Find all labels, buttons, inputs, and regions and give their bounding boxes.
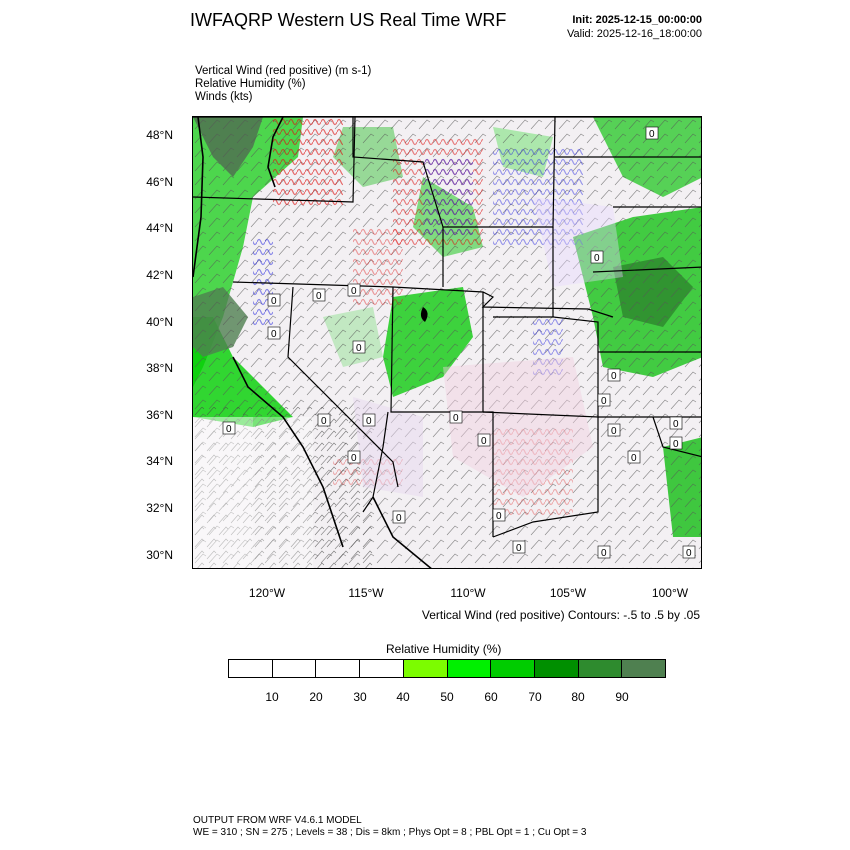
valid-time: Valid: 2025-12-16_18:00:00 [567,28,702,40]
svg-text:0: 0 [321,416,327,427]
lon-label-120w: 120°W [248,586,286,600]
svg-text:0: 0 [686,548,692,559]
lat-label-48n: 48°N [146,128,173,142]
lat-label-46n: 46°N [146,175,173,189]
colorbar-swatch [229,660,273,677]
lat-label-40n: 40°N [146,315,173,329]
svg-text:0: 0 [611,426,617,437]
map-panel [192,116,702,569]
svg-text:0: 0 [601,548,607,559]
colorbar-swatch [448,660,492,677]
svg-text:0: 0 [453,413,459,424]
lat-label-34n: 34°N [146,454,173,468]
svg-text:0: 0 [481,436,487,447]
svg-text:0: 0 [226,424,232,435]
lon-label-100w: 100°W [651,586,689,600]
colorbar-label: 10 [265,690,279,704]
init-time: Init: 2025-12-15_00:00:00 [572,14,702,26]
svg-text:0: 0 [271,329,277,340]
field-label-winds: Winds (kts) [195,91,253,103]
svg-text:0: 0 [316,291,322,302]
colorbar-label: 60 [484,690,498,704]
lat-label-30n: 30°N [146,548,173,562]
svg-text:0: 0 [351,453,357,464]
field-label-vertical-wind: Vertical Wind (red positive) (m s-1) [195,65,372,77]
field-label-relative-humidity: Relative Humidity (%) [195,78,306,90]
colorbar-label: 80 [571,690,585,704]
colorbar-swatch [404,660,448,677]
colorbar-swatch [491,660,535,677]
colorbar-label: 30 [353,690,367,704]
colorbar-label: 70 [528,690,542,704]
svg-text:0: 0 [594,253,600,264]
colorbar-swatch [579,660,623,677]
colorbar-title: Relative Humidity (%) [386,642,502,656]
lon-label-115w: 115°W [348,586,384,600]
svg-text:0: 0 [496,511,502,522]
lat-label-36n: 36°N [146,408,173,422]
svg-text:0: 0 [611,371,617,382]
colorbar-label: 40 [396,690,410,704]
colorbar-swatch [622,660,665,677]
lat-label-32n: 32°N [146,501,173,515]
contour-note: Vertical Wind (red positive) Contours: -.5 to .5 by .05 [421,608,700,622]
svg-text:0: 0 [516,543,522,554]
lon-label-105w: 105°W [549,586,587,600]
lat-label-42n: 42°N [146,268,173,282]
lat-label-38n: 38°N [146,361,173,375]
svg-text:0: 0 [351,286,357,297]
colorbar-label: 50 [440,690,454,704]
svg-text:0: 0 [366,416,372,427]
footer-model-line: OUTPUT FROM WRF V4.6.1 MODEL [193,815,362,826]
svg-text:0: 0 [673,439,679,450]
colorbar [228,659,666,678]
colorbar-label: 20 [309,690,323,704]
colorbar-swatch [360,660,404,677]
map-canvas [193,117,702,569]
colorbar-swatch [273,660,317,677]
lat-label-44n: 44°N [146,221,173,235]
footer-config-line: WE = 310 ; SN = 275 ; Levels = 38 ; Dis = 8km ; Phys Opt = 8 ; PBL Opt = 1 ; Cu Opt = 3 [193,827,587,838]
colorbar-swatch [535,660,579,677]
colorbar-swatch [316,660,360,677]
svg-text:0: 0 [396,513,402,524]
svg-text:0: 0 [649,129,655,140]
svg-text:0: 0 [631,453,637,464]
colorbar-label: 90 [615,690,629,704]
lon-label-110w: 110°W [450,586,486,600]
svg-text:0: 0 [356,343,362,354]
plot-title: IWFAQRP Western US Real Time WRF [190,10,507,30]
svg-text:0: 0 [601,396,607,407]
svg-text:0: 0 [673,419,679,430]
svg-text:0: 0 [271,296,277,307]
